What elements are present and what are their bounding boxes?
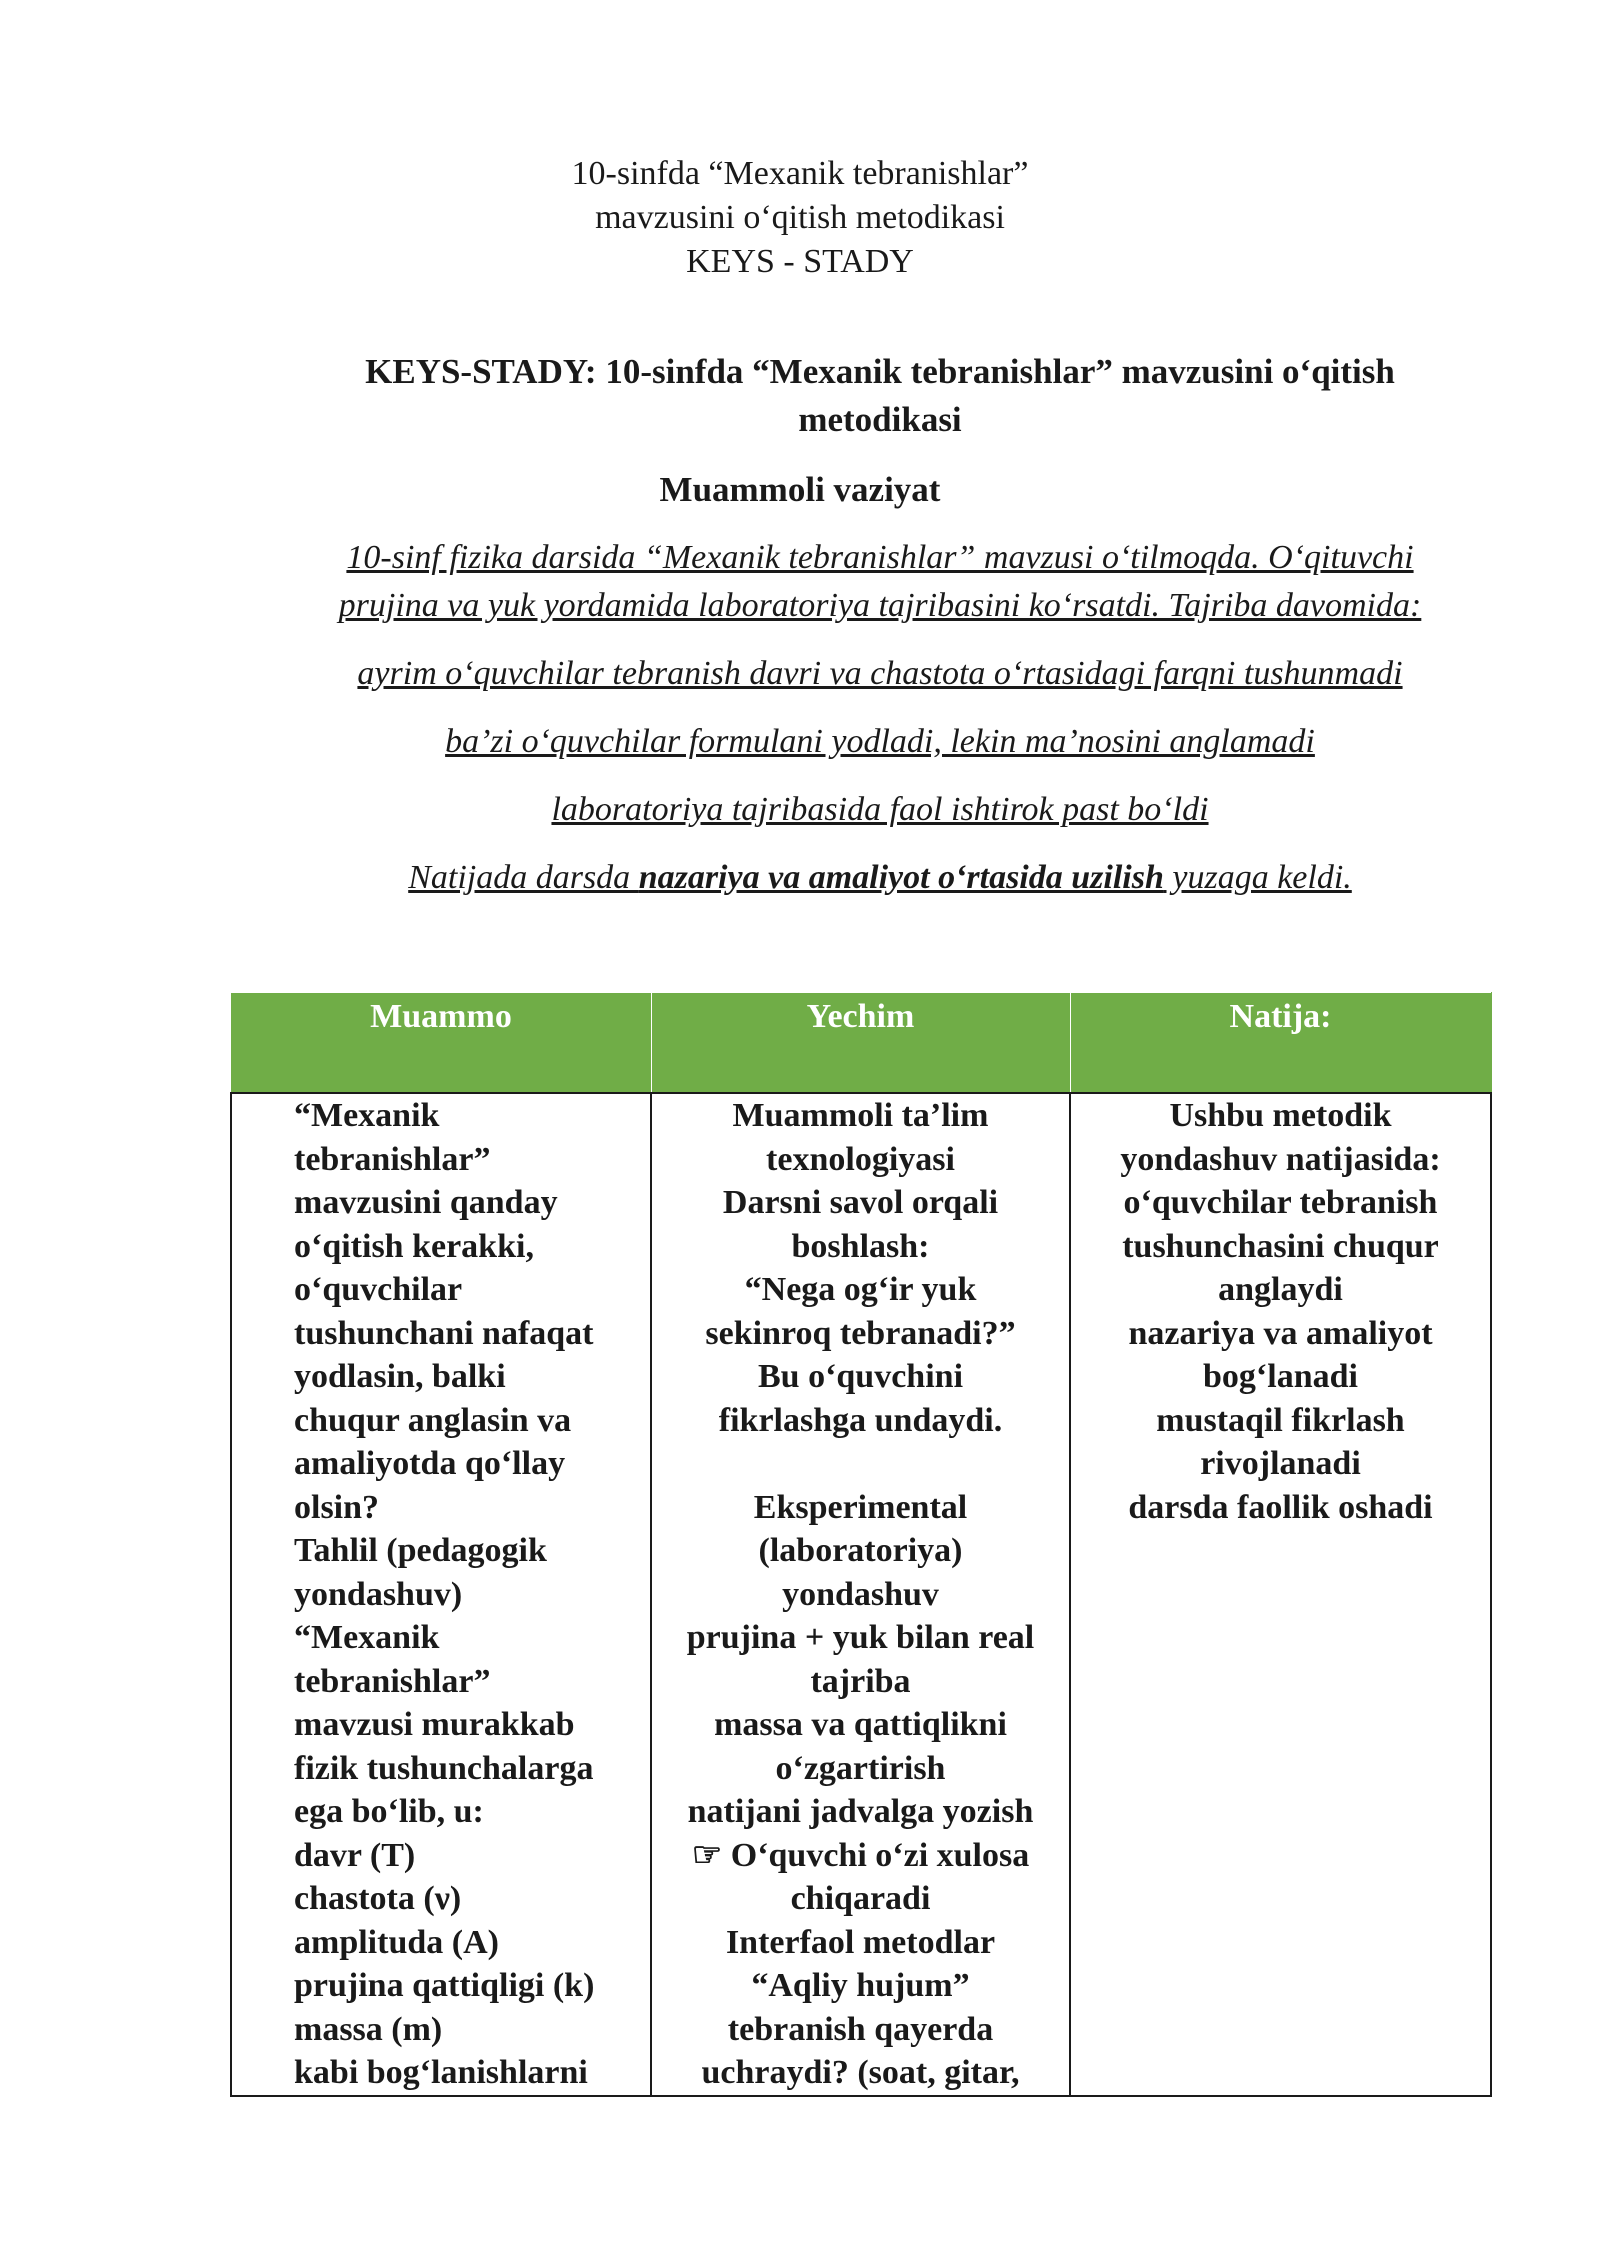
cell-text-line: tebranishlar” [294, 1662, 491, 1700]
cell-text-line: natijani jadvalga yozish [687, 1793, 1034, 1830]
cell-text-line: fizik tushunchalarga [294, 1749, 594, 1787]
section-title: Muammoli vaziyat [659, 470, 941, 509]
cell-text-line: “Mexanik [294, 1619, 440, 1656]
cell-text-line: chuqur anglasin va [294, 1401, 572, 1439]
cell-text-line: prujina + yuk bilan real [686, 1619, 1035, 1656]
table-header-row [231, 993, 1491, 1094]
cell-text-line: chiqaradi [790, 1880, 931, 1917]
table-row [231, 1093, 1491, 2096]
conclusion-suffix: yuzaga keldi. [1163, 859, 1352, 896]
cell-text-line: amplituda (A) [294, 1923, 499, 1961]
cell-text-line: yondashuv) [294, 1575, 463, 1613]
header-muammo: Muammo [231, 993, 651, 1094]
cell-text-line: mavzusini qanday [294, 1184, 558, 1221]
cell-text-line: yondashuv [782, 1575, 939, 1613]
cell-text-line: o‘qitish kerakki, [294, 1227, 534, 1265]
situation-paragraph-1 [250, 534, 1510, 630]
yechim-lines-part-2 [664, 1486, 1057, 2095]
case-table [230, 992, 1492, 2097]
cell-text-line: o‘quvchilar tebranish [1123, 1184, 1438, 1221]
cell-text-line: texnologiyasi [766, 1140, 955, 1178]
cell-text-line: mavzusi murakkab [294, 1706, 575, 1743]
cell-text-line: ega bo‘lib, u: [294, 1793, 484, 1830]
situation-paragraph-4: laboratoriya tajribasida faol ishtirok past bo‘ldi [551, 791, 1209, 828]
cell-text-line: o‘quvchilar [294, 1271, 463, 1308]
header-yechim: Yechim [651, 993, 1070, 1094]
cell-text-line: mustaqil fikrlash [1156, 1401, 1405, 1439]
situation-paragraph-3: ba’zi o‘quvchilar formulani yodladi, lekin ma’nosini anglamadi [445, 723, 1315, 760]
cell-text-line: (laboratoriya) [758, 1532, 963, 1569]
header-line-2: mavzusini o‘qitish metodikasi [595, 199, 1005, 236]
cell-text-line: prujina qattiqligi (k) [294, 1967, 595, 2004]
keys-title-line-1: KEYS-STADY: 10-sinfda “Mexanik tebranishlar” mavzusini o‘qitish [365, 352, 1395, 391]
header-line-1: 10-sinfda “Mexanik tebranishlar” [571, 155, 1029, 192]
conclusion-emphasis: nazariya va amaliyot o‘rtasida uzilish [638, 859, 1164, 896]
cell-text-line: Ushbu metodik [1169, 1097, 1392, 1134]
cell-text-line: tushunchasini chuqur [1122, 1227, 1439, 1265]
cell-text-line: rivojlanadi [1200, 1445, 1361, 1482]
cell-natija [1070, 1093, 1491, 2096]
header-natija: Natija: [1070, 993, 1491, 1094]
paragraph-gap [664, 1442, 1057, 1486]
cell-text-line: tebranishlar” [294, 1140, 491, 1178]
natija-lines [1083, 1094, 1478, 1529]
cell-text-line: “Mexanik [294, 1097, 440, 1134]
cell-text-line: Eksperimental [753, 1488, 968, 1526]
case-table-wrapper [230, 992, 1490, 2097]
cell-text-line: massa va qattiqlikni [714, 1706, 1007, 1743]
cell-text-line: olsin? [294, 1488, 380, 1526]
cell-text-line: chastota (ν) [294, 1880, 462, 1917]
cell-text-line: Muammoli ta’lim [732, 1097, 989, 1134]
cell-text-line: kabi bog‘lanishlarni [294, 2054, 588, 2091]
cell-text-line: o‘zgartirish [775, 1749, 946, 1787]
cell-text-line: nazariya va amaliyot [1128, 1314, 1433, 1352]
cell-text-line: sekinroq tebranadi?” [705, 1314, 1016, 1352]
header-line-3: KEYS - STADY [686, 243, 914, 280]
yechim-lines-part-1 [664, 1094, 1057, 1442]
cell-text-line: tajriba [810, 1662, 911, 1700]
cell-text-line: tushunchani nafaqat [294, 1314, 594, 1352]
cell-text-line: yondashuv natijasida: [1120, 1140, 1441, 1178]
cell-text-line: anglaydi [1218, 1271, 1343, 1308]
cell-text-line: “Aqliy hujum” [751, 1967, 970, 2004]
conclusion-prefix: Natijada darsda [408, 859, 639, 896]
muammo-lines [294, 1094, 642, 2095]
cell-text-line: boshlash: [791, 1227, 930, 1265]
situation-paragraph-2: ayrim o‘quvchilar tebranish davri va chastota o‘rtasidagi farqni tushunmadi [357, 655, 1403, 692]
keys-stady-title [260, 348, 1500, 444]
cell-text-line: amaliyotda qo‘llay [294, 1445, 566, 1482]
cell-text-line: tebranish qayerda [727, 2010, 994, 2048]
keys-title-line-2: metodikasi [798, 400, 962, 439]
document-header [0, 152, 1600, 284]
situation-conclusion [250, 854, 1510, 902]
cell-text-line: ☞ O‘quvchi o‘zi xulosa [691, 1836, 1030, 1874]
cell-yechim [651, 1093, 1070, 2096]
cell-text-line: “Nega og‘ir yuk [744, 1271, 977, 1308]
cell-text-line: darsda faollik oshadi [1128, 1488, 1433, 1526]
cell-muammo [231, 1093, 651, 2096]
cell-text-line: Tahlil (pedagogik [294, 1532, 547, 1569]
cell-text-line: Interfaol metodlar [725, 1923, 996, 1961]
cell-text-line: Darsni savol orqali [722, 1184, 999, 1221]
cell-text-line: bog‘lanadi [1203, 1358, 1358, 1395]
cell-text-line: yodlasin, balki [294, 1358, 506, 1395]
cell-text-line: fikrlashga undaydi. [718, 1401, 1003, 1439]
cell-text-line: uchraydi? (soat, gitar, [701, 2054, 1020, 2091]
cell-text-line: Bu o‘quvchini [757, 1358, 964, 1395]
situation-line-1: 10-sinf fizika darsida “Mexanik tebranishlar” mavzusi o‘tilmoqda. O‘qituvchi [346, 539, 1414, 576]
situation-line-2: prujina va yuk yordamida laboratoriya tajribasini ko‘rsatdi. Tajriba davomida: [338, 587, 1422, 624]
cell-text-line: massa (m) [294, 2010, 443, 2048]
cell-text-line: davr (T) [294, 1836, 416, 1874]
